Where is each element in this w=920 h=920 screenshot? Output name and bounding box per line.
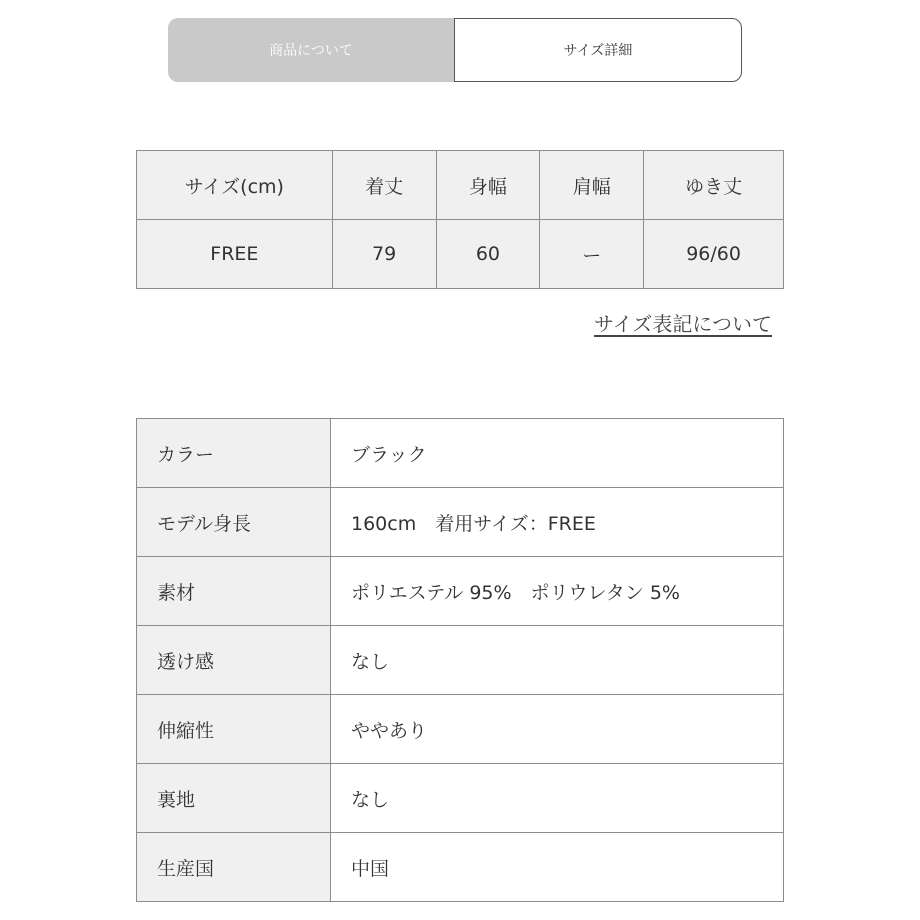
tab-bar — [168, 18, 742, 82]
detail-label-lining: 裏地 — [137, 764, 331, 833]
product-details-table — [136, 418, 784, 902]
detail-label-material: 素材 — [137, 557, 331, 626]
detail-label-color: カラー — [137, 419, 331, 488]
detail-row-material — [137, 557, 784, 626]
size-notation-link[interactable]: サイズ表記について — [594, 312, 772, 336]
detail-value-sheerness: なし — [331, 626, 784, 695]
detail-value-material: ポリエステル 95% ポリウレタン 5% — [331, 557, 784, 626]
detail-label-sheerness: 透け感 — [137, 626, 331, 695]
size-header-shoulder: 肩幅 — [540, 151, 644, 220]
detail-label-origin: 生産国 — [137, 833, 331, 902]
detail-row-color — [137, 419, 784, 488]
tab-size-details[interactable]: サイズ詳細 — [454, 18, 742, 82]
detail-value-color: ブラック — [331, 419, 784, 488]
detail-value-stretch: ややあり — [331, 695, 784, 764]
size-table-row — [137, 220, 784, 289]
detail-row-origin — [137, 833, 784, 902]
detail-value-origin: 中国 — [331, 833, 784, 902]
tab-product-info[interactable]: 商品について — [168, 18, 454, 82]
detail-row-model-height — [137, 488, 784, 557]
detail-label-stretch: 伸縮性 — [137, 695, 331, 764]
detail-label-model-height: モデル身長 — [137, 488, 331, 557]
size-cell-sleeve: 96/60 — [644, 220, 784, 289]
detail-row-lining — [137, 764, 784, 833]
detail-row-stretch — [137, 695, 784, 764]
size-header-sleeve: ゆき丈 — [644, 151, 784, 220]
size-cell-width: 60 — [436, 220, 540, 289]
size-cell-shoulder: ー — [540, 220, 644, 289]
detail-row-sheerness — [137, 626, 784, 695]
size-table — [136, 150, 784, 289]
detail-value-model-height: 160cm 着用サイズ：FREE — [331, 488, 784, 557]
size-table-header-row — [137, 151, 784, 220]
size-header-length: 着丈 — [332, 151, 436, 220]
size-header-width: 身幅 — [436, 151, 540, 220]
detail-value-lining: なし — [331, 764, 784, 833]
size-cell-length: 79 — [332, 220, 436, 289]
size-header-size: サイズ(cm) — [137, 151, 333, 220]
size-cell-size: FREE — [137, 220, 333, 289]
